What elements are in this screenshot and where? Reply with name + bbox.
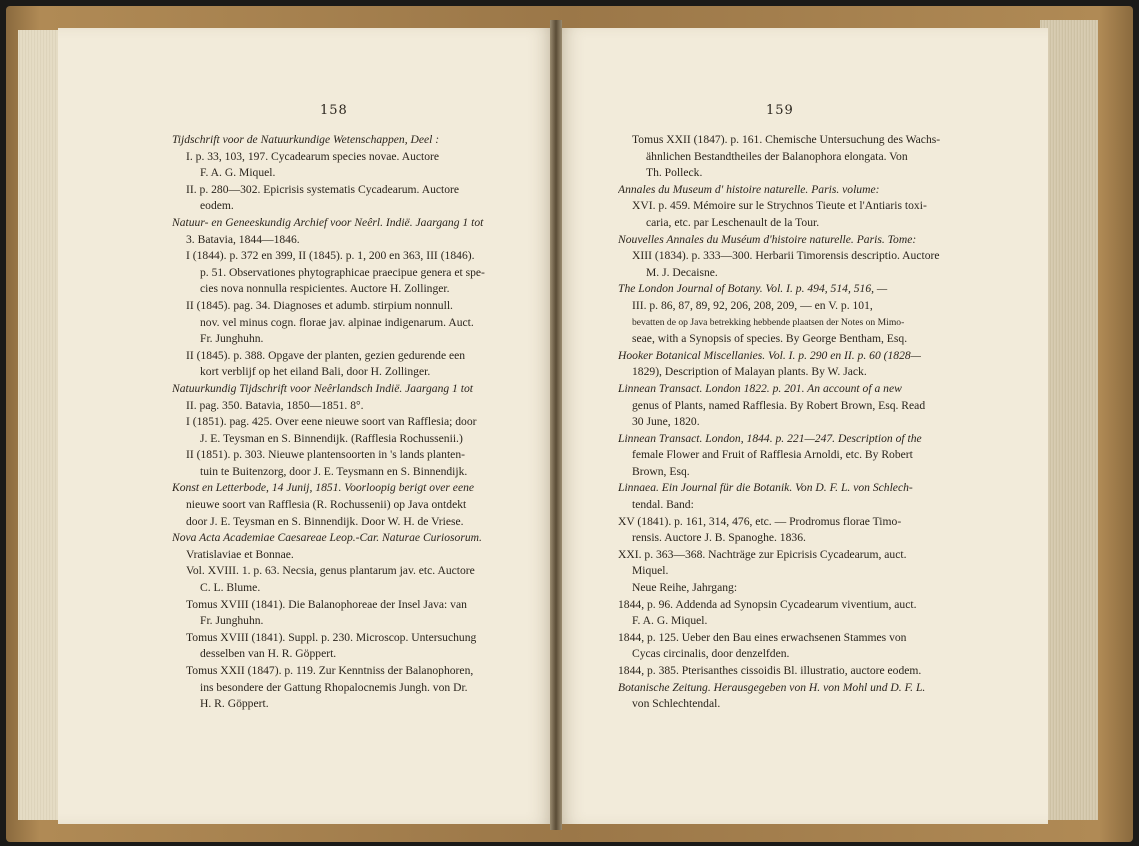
text-line: p. 51. Observationes phytographicae praecipue genera et spe-	[200, 265, 485, 279]
text-line: Fr. Junghuhn.	[200, 614, 264, 628]
page-edges-left	[18, 30, 62, 820]
text-line: caria, etc. par Leschenault de la Tour.	[646, 215, 820, 229]
reference-title-line: The London Journal of Botany. Vol. I. p. 494, 514, 516, —	[618, 282, 888, 296]
text-line: Tomus XVIII (1841). Die Balanophoreae der Insel Java: van	[186, 597, 467, 611]
reference-title-line: Annales du Museum d' histoire naturelle. Paris. volume:	[618, 182, 880, 196]
text-line: Miquel.	[632, 564, 669, 578]
text-line: J. E. Teysman en S. Binnendijk. (Rafflesia Rochussenii.)	[200, 431, 463, 445]
text-line: ins besondere der Gattung Rhopalocnemis Jungh. von Dr.	[200, 680, 468, 694]
text-line: M. J. Decaisne.	[646, 265, 718, 279]
reference-title-line: Linnean Transact. London, 1844. p. 221—247. Description of the	[618, 431, 922, 445]
text-line: 1844, p. 125. Ueber den Bau eines erwachsenen Stammes von	[618, 630, 907, 644]
text-line: Vratislaviae et Bonnae.	[186, 547, 294, 561]
text-line: von Schlechtendal.	[632, 697, 721, 711]
text-line: II. p. 280—302. Epicrisis systematis Cycadearum. Auctore	[186, 182, 460, 196]
text-line: Vol. XVIII. 1. p. 63. Necsia, genus plantarum jav. etc. Auctore	[186, 564, 475, 578]
text-line: XXI. p. 363—368. Nachträge zur Epicrisis Cycadearum, auct.	[618, 547, 907, 561]
text-line: tendal. Band:	[632, 498, 694, 512]
text-line: H. R. Göppert.	[200, 697, 269, 711]
text-line: Fr. Junghuhn.	[200, 332, 264, 346]
book-gutter	[550, 20, 562, 830]
text-line: F. A. G. Miquel.	[632, 614, 708, 628]
text-line: I (1851). pag. 425. Over eene nieuwe soort van Rafflesia; door	[186, 415, 477, 429]
reference-title-line: Linnaea. Ein Journal für die Botanik. Von D. F. L. von Schlech-	[618, 481, 913, 495]
text-line: door J. E. Teysman en S. Binnendijk. Door W. H. de Vriese.	[186, 514, 464, 528]
reference-title-line: Linnean Transact. London 1822. p. 201. An account of a new	[618, 381, 902, 395]
text-line: XVI. p. 459. Mémoire sur le Strychnos Tieute et l'Antiaris toxi-	[632, 199, 927, 213]
page-edges-right	[1040, 20, 1098, 820]
text-line: 3. Batavia, 1844—1846.	[186, 232, 300, 246]
reference-title-line: Natuur- en Geneeskundig Archief voor Neêrl. Indië. Jaargang 1 tot	[172, 215, 484, 229]
text-line: XV (1841). p. 161, 314, 476, etc. — Prodromus florae Timo-	[618, 514, 902, 528]
text-line: seae, with a Synopsis of species. By George Bentham, Esq.	[632, 332, 908, 346]
page-text-block	[618, 132, 976, 713]
reference-title-line: Botanische Zeitung. Herausgegeben von H. von Mohl und D. F. L.	[618, 680, 926, 694]
text-line: Tomus XXII (1847). p. 119. Zur Kenntniss der Balanophoren,	[186, 664, 474, 677]
reference-title-line: Nova Acta Academiae Caesareae Leop.-Car. Naturae Curiosorum.	[172, 531, 482, 545]
text-line: Cycas circinalis, door denzelfden.	[632, 647, 790, 661]
text-line: III. p. 86, 87, 89, 92, 206, 208, 209, — en V. p. 101,	[632, 298, 873, 312]
text-line: cies nova nonnulla respicientes. Auctore H. Zollinger.	[200, 282, 450, 296]
text-line: 30 June, 1820.	[632, 415, 700, 429]
text-line: female Flower and Fruit of Rafflesia Arnoldi, etc. By Robert	[632, 448, 913, 462]
text-line: tuin te Buitenzorg, door J. E. Teysmann en S. Binnendijk.	[200, 464, 468, 478]
left-page	[58, 28, 556, 824]
text-line: Neue Reihe, Jahrgang:	[632, 581, 738, 595]
text-line: XIII (1834). p. 333—300. Herbarii Timorensis descriptio. Auctore	[632, 249, 940, 263]
text-line: nieuwe soort van Rafflesia (R. Rochussenii) op Java ontdekt	[186, 498, 467, 512]
text-line: kort verblijf op het eiland Bali, door H. Zollinger.	[200, 365, 431, 379]
text-line: 1829), Description of Malayan plants. By W. Jack.	[632, 365, 867, 379]
text-line: F. A. G. Miquel.	[200, 166, 276, 180]
page-text-block	[172, 132, 530, 713]
reference-title-line: Hooker Botanical Miscellanies. Vol. I. p. 290 en II. p. 60 (1828—	[618, 348, 921, 362]
text-line: II. pag. 350. Batavia, 1850—1851. 8°.	[186, 398, 364, 412]
text-line: I (1844). p. 372 en 399, II (1845). p. 1, 200 en 363, III (1846).	[186, 249, 475, 263]
reference-title-line: Nouvelles Annales du Muséum d'histoire naturelle. Paris. Tome:	[618, 232, 917, 246]
text-line: Tomus XXII (1847). p. 161. Chemische Untersuchung des Wachs-	[632, 133, 941, 146]
page-number: 158	[320, 103, 348, 118]
right-page	[556, 28, 1048, 824]
text-line: desselben van H. R. Göppert.	[200, 647, 337, 661]
reference-title-line: Konst en Letterbode, 14 Junij, 1851. Voorloopig berigt over eene	[172, 481, 475, 495]
text-line: II (1845). p. 388. Opgave der planten, gezien gedurende een	[186, 348, 466, 362]
text-line: 1844, p. 96. Addenda ad Synopsin Cycadearum viventium, auct.	[618, 597, 917, 611]
text-line: Th. Polleck.	[646, 166, 703, 180]
text-line: Tomus XVIII (1841). Suppl. p. 230. Microscop. Untersuchung	[186, 630, 477, 644]
text-line: II (1851). p. 303. Nieuwe plantensoorten in 's lands planten-	[186, 448, 465, 462]
text-line: II (1845). pag. 34. Diagnoses et adumb. stirpium nonnull.	[186, 298, 453, 312]
text-line: rensis. Auctore J. B. Spanoghe. 1836.	[632, 531, 806, 545]
text-line: I. p. 33, 103, 197. Cycadearum species novae. Auctore	[186, 149, 440, 163]
text-line: nov. vel minus cogn. florae jav. alpinae indigenarum. Auct.	[200, 315, 474, 329]
reference-title-line: Tijdschrift voor de Natuurkundige Wetenschappen, Deel :	[172, 133, 440, 146]
text-line: ähnlichen Bestandtheiles der Balanophora elongata. Von	[646, 149, 908, 163]
text-line: Brown, Esq.	[632, 464, 690, 478]
text-line: 1844, p. 385. Pterisanthes cissoidis Bl. illustratio, auctore eodem.	[618, 664, 922, 677]
text-line: genus of Plants, named Rafflesia. By Robert Brown, Esq. Read	[632, 398, 926, 412]
reference-title-line: Natuurkundig Tijdschrift voor Neêrlandsch Indië. Jaargang 1 tot	[172, 381, 473, 395]
page-number: 159	[766, 103, 794, 118]
text-line: eodem.	[200, 199, 234, 213]
text-line: bevatten de op Java betrekking hebbende plaatsen der Notes on Mimo-	[632, 316, 905, 328]
text-line: C. L. Blume.	[200, 581, 261, 595]
